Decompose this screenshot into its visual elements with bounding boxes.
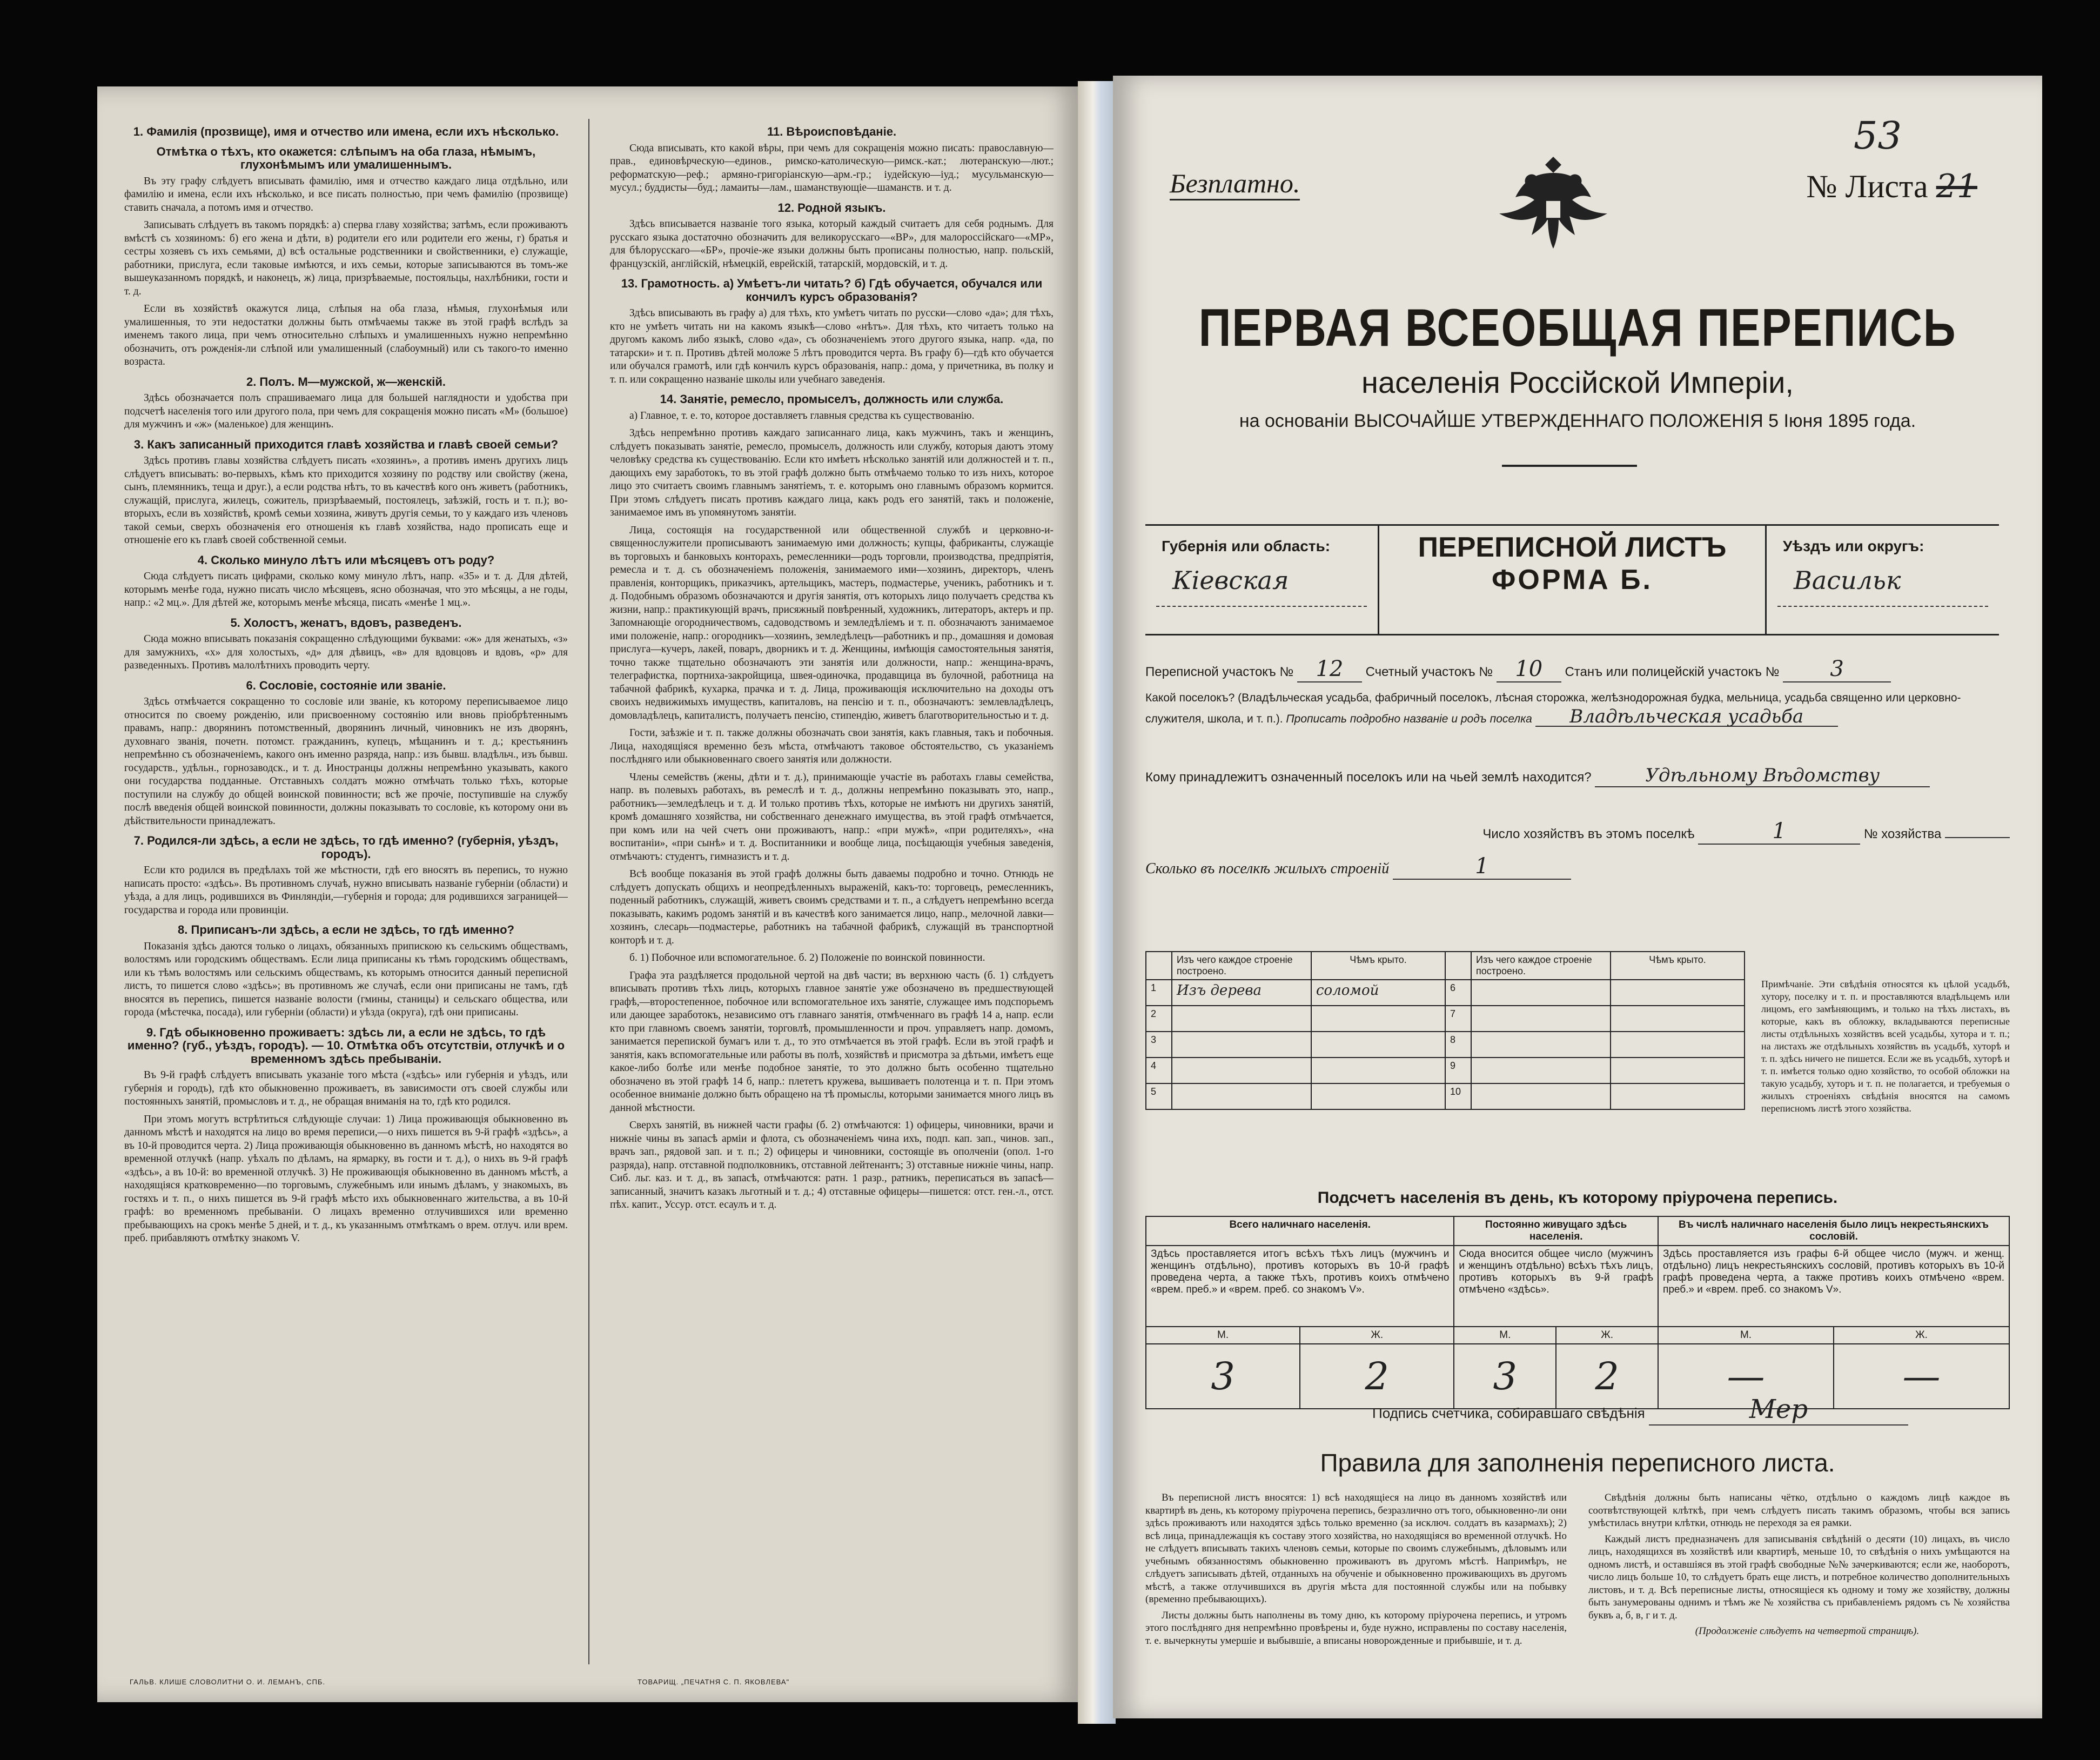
binding-spine [1078, 81, 1116, 1724]
signature-label: Подпись счетчика, собиравшаго свѣдѣнія [1372, 1405, 1645, 1421]
material-header-2: Изъ чего каждое строеніе построено. [1471, 952, 1611, 980]
district-label: Уѣздъ или округъ: [1783, 538, 1924, 554]
instruction-paragraph: Сюда вписывать, кто какой вѣры, при чемъ для сокращенія можно писать: православную—прав., единовѣрческую—единов., римско-католическую—римск.-кат.; лютеранскую—лют.; реформатскую—реф.; армяно-григоріанскую—арм.-гр.; іудейскую—іуд.; мусульманскую—мусул.; буддисты—буд.; ламаиты—лам., шаманствующіе—шаманств. и т. д. [610, 142, 1054, 193]
police-section-value[interactable]: 3 [1783, 657, 1891, 682]
police-section-label: Станъ или полицейскій участокъ № [1565, 665, 1780, 679]
printer-credit-mid: ТОВАРИЩ. „ПЕЧАТНЯ С. П. ЯКОВЛЕВА" [638, 1678, 790, 1686]
buildings-note: Примѣчаніе. Эти свѣдѣнія относятся къ цѣлой усадьбѣ, хутору, поселку и т. п. и проставляются владѣльцемъ или лицомъ, его замѣняющимъ, и только на тѣхъ листахъ, въ которые, какъ въ обложку, вкладываются переписные листы отдѣльныхъ хозяйствъ всей усадьбы, хутора и т. п.; на листахъ же отдѣльныхъ хозяйствъ въ усадьбѣ, хуторѣ и т. п. здѣсь ничего не пишется. Если же въ усадьбѣ, хуторѣ и т. п. имѣется только одно хозяйство, то особой обложки на такую усадьбу, хуторъ и т. п. не полагается, и требуемыя о жилыхъ строеніяхъ свѣдѣнія вносятся на самомъ переписномъ листѣ этого хозяйства. [1761, 979, 2010, 1114]
double-headed-eagle-emblem [1486, 140, 1621, 276]
owner-label: Кому принадлежитъ означенный поселокъ или на чьей землѣ находится? [1145, 770, 1592, 785]
instruction-paragraph: Здѣсь вписывается названіе того языка, который каждый считаетъ для себя роднымъ. Для русскаго языка достаточно обозначить для великорусскаго—«ВР», для малороссійскаго—«МР», для бѣлорусскаго—«БР», прочіе-же языки должны быть прописаны полностью, напр. польскій, французскій, англійскій, нѣмецкій, еврейскій, татарскій, мордовскій, и т. д. [610, 218, 1054, 270]
header-box [1145, 524, 1999, 635]
instruction-heading: 2. Полъ. М—мужской, ж—женскій. [246, 374, 446, 389]
archive-page-number: 53 [1853, 113, 1902, 158]
instruction-paragraph: Здѣсь противъ главы хозяйства слѣдуетъ писать «хозяинъ», а противъ именъ другихъ лицъ слѣдуетъ вписывать: во-первыхъ, кѣмъ кто приходится хозяину по родству или свойству (жена, сынъ, племянникъ, теща и друг.), а если родства нѣтъ, то въ качествѣ кого онъ живетъ (работникъ, служащій, прислуга, жилецъ, сожитель, призрѣваемый, постоялецъ, заѣзжій, гость и т. п.); во-вторыхъ, если въ хозяйствѣ, кромѣ семьи хозяина, живутъ другія семьи, то у каждаго изъ членовъ такой семьи, сверхъ обозначенія его отношенія къ главѣ хозяйства, надо прописать еще и отношеніе его къ главѣ своей собственной семьи. [124, 455, 568, 546]
buildings-line [1145, 854, 2010, 880]
form-cell [1378, 526, 1765, 634]
instruction-heading: 11. Вѣроисповѣданіе. [767, 125, 897, 138]
instruction-paragraph: Всѣ вообще показанія въ этой графѣ должны быть даваемы подробно и точно. Отнюдь не слѣдуетъ допускать общихъ и неопредѣленныхъ выраженій, какъ-то: торговецъ, ремесленникъ, поденный работникъ, служащій, живетъ своимъ средствами и т. п., а слѣдуетъ непремѣнно всегда показывать, какимъ родомъ занятій и въ качествѣ кого занимается лицо, напр., мелочной лавки—хозяинъ, слесарь—подмастерье, работникъ на табачной фабрикѣ, служащій въ транспортной конторѣ и т. д. [610, 868, 1054, 946]
instruction-paragraph: Здѣсь обозначается полъ спрашиваемаго лица для большей наглядности и удобства при подсчетѣ населенія того или другого пола, при чемъ для сокращенія можно писать «М» (большое) для мужчинъ и «ж» (маленькое) для женщинъ. [124, 392, 568, 430]
census-sheet-title: ПЕРЕПИСНОЙ ЛИСТЪ [1418, 532, 1727, 563]
instruction-heading: 4. Сколько минуло лѣтъ или мѣсяцевъ отъ роду? [197, 553, 495, 567]
present-male-value[interactable]: 3 [1146, 1344, 1300, 1409]
instruction-heading: 9. Гдѣ обыкновенно проживаетъ: здѣсь ли, а если не здѣсь, то гдѣ именно? (губ., уѣздъ, городъ). — 10. Отмѣтка объ отсутствіи, отлучкѣ и о временномъ здѣсь пребываніи. [127, 1025, 565, 1066]
province-value[interactable]: Кіевская [1156, 555, 1367, 607]
non-peasant-description: Здѣсь проставляется изъ графы 6-й общее число (мужч. и женщ. отдѣльно) лицъ некрестьянскихъ сословій, противъ которыхъ въ 10-й графѣ проведена черта, а также противъ коихъ отмѣчено «врем. преб.» и «врем. преб. со знакомъ V». [1658, 1246, 2009, 1327]
building-number: 4 [1146, 1058, 1172, 1083]
building-roof[interactable] [1611, 980, 1745, 1006]
non-peasant-header: Въ числѣ наличнаго населенія было лицъ некрестьянскихъ сословій. [1658, 1216, 2009, 1246]
building-material[interactable] [1471, 1058, 1611, 1083]
instruction-heading: 7. Родился-ли здѣсь, а если не здѣсь, то гдѣ именно? (губернія, уѣздъ, городъ). [133, 834, 559, 861]
present-description: Здѣсь проставляется итогъ всѣхъ тѣхъ лицъ (мужчинъ и женщинъ отдѣльно), противъ которыхъ въ 10-й графѣ проведена черта, а также тѣхъ, противъ коихъ отмѣчено «врем. преб.» и «врем. преб. со знакомъ V». [1146, 1246, 1454, 1327]
households-line [1145, 819, 2010, 845]
households-value[interactable]: 1 [1698, 819, 1860, 845]
building-roof[interactable] [1611, 1058, 1745, 1083]
province-cell [1145, 526, 1378, 634]
building-material[interactable] [1172, 1083, 1311, 1109]
instruction-paragraph: Если въ хозяйствѣ окажутся лица, слѣпыя на оба глаза, нѣмыя, глухонѣмыя или умалишенныя, то эти недостатки должны быть отмѣчаемы также въ этой графѣ вслѣдъ за именемъ такого лица, при чемъ относительно слѣпыхъ и умалишенныхъ нужно непремѣнно обозначить, отъ рожденія-ли слѣпой или умалишенный (слабоумный) или съ такого-то именно возраста. [124, 303, 568, 367]
female-label: Ж. [1834, 1327, 2009, 1344]
instruction-paragraph: б. 1) Побочное или вспомогательное. б. 2) Положеніе по воинской повинности. [629, 952, 985, 963]
settlement-note: Прописать подробно названіе и родъ поселка [1286, 713, 1532, 725]
rule-paragraph: Въ переписной листъ вносятся: 1) всѣ находящіеся на лицо въ данномъ хозяйствѣ или квартирѣ въ день, къ которому пріурочена перепись, безразлично отъ того, обыкновенно-ли они здѣсь проживаютъ или находятся здѣсь только временно (за исключ. солдатъ въ казармахъ); 2) всѣ лица, принадлежащія къ составу этого хозяйства, но находящіяся во временной отлучкѣ. Но не слѣдуетъ вписывать такихъ членовъ семьи, которые по своимъ служебнымъ, дѣловымъ или учебнымъ обязанностямъ обыкновенно проживаютъ въ другомъ мѣстѣ. Напримѣръ, не слѣдуетъ записывать дѣтей, отданныхъ на обученіе и обыкновенно проживающихъ въ другомъ мѣстѣ, а также отлучившихся въ другія мѣста для постоянной службы или на побывку (временно пребывающихъ). [1145, 1492, 1567, 1605]
instruction-paragraph: Члены семействъ (жены, дѣти и т. д.), принимающіе участіе въ работахъ главы семейства, напр. въ полевыхъ работахъ, въ ремеслѣ и т. д., должны непремѣнно показывать это, напр., работникъ—земледѣлецъ и т. д. И только противъ тѣхъ, которые не имѣютъ ни другихъ занятій, кромѣ домашняго хозяйства, ни собственнаго денежнаго имущества, въ этой графѣ отмѣчается, при комъ или на чей счетъ они проживаютъ, напр.: «при мужѣ», «при родителяхъ», «на воспитаніи», «при сынѣ» и т. д. Воспитанники и вообще лица, посѣщающія учебныя заведенія, отмѣчаютъ: студентъ, гимназистъ и т. д. [610, 771, 1054, 862]
building-material[interactable] [1471, 980, 1611, 1006]
census-basis: на основаніи ВЫСОЧАЙШЕ УТВЕРЖДЕННАГО ПОЛОЖЕНІЯ 5 Іюня 1895 года. [1239, 411, 1916, 431]
female-label: Ж. [1556, 1327, 1658, 1344]
population-count-title: Подсчетъ населенія въ день, къ которому пріурочена перепись. [1317, 1189, 1838, 1207]
household-number-value[interactable] [1945, 837, 2010, 838]
instructions-column-2 [610, 119, 1054, 1664]
sheet-number-value: 21 [1936, 168, 1977, 205]
building-roof[interactable] [1311, 1083, 1445, 1109]
household-number-label: № хозяйства [1863, 827, 1942, 841]
building-number: 5 [1146, 1083, 1172, 1109]
instruction-paragraph: Если кто родился въ предѣлахъ той же мѣстности, гдѣ его вносятъ въ перепись, то нужно написать просто: «здѣсь». Въ противномъ случаѣ, нужно вписывать названіе губерніи (области) и уѣзда, а для лицъ, родившихся въ Финляндіи,—губернія и города; для родившихся заграницей—государства и города или провинціи. [124, 865, 568, 916]
instruction-paragraph: Записывать слѣдуетъ въ такомъ порядкѣ: а) сперва главу хозяйства; затѣмъ, если проживаютъ вмѣстѣ съ хозяиномъ: б) его жена и дѣти, в) родители его или родители его жены, г) братья и сестры хозяевъ съ ихъ семьями, д) всѣ остальные родственники и свойственники, е) служащіе, работники, прислуга, если таковые имѣются, и ихъ семьи, которые записываются въ томъ-же вышеуказанномъ порядкѣ, и наконецъ, ж) лица, призрѣваемые, постояльцы, нахлѣбники, гости и т. д. [124, 219, 568, 297]
instruction-paragraph: Гости, заѣзжіе и т. п. также должны обозначать свои занятія, какъ главныя, такъ и побочныя. Лица, находящіяся временно безъ мѣста, отмѣчаютъ таковое обстоятельство, съ указаніемъ послѣдняго или обыкновеннаго своего занятія или должности. [610, 727, 1054, 765]
rule-paragraph: Каждый листъ предназначенъ для записыванія свѣдѣній о десяти (10) лицахъ, въ число лицъ, находящихся въ хозяйствѣ или квартирѣ, меньше 10, то свѣдѣнія о нихъ умѣщаются на одномъ листѣ, и оставшіяся въ этой графѣ свободные №№ зачеркиваются; если же, наоборотъ, число лицъ больше 10, то слѣдуетъ брать еще листъ, и потребное количество дополнительныхъ листовъ, и т. д. Всѣ переписные листы, относящіеся къ одному и тому же хозяйству, должны быть занумерованы однимъ и тѣмъ же № хозяйства съ прибавленіемъ рядомъ съ № хозяйства буквъ а, б, в, г и т. д. [1588, 1533, 2010, 1621]
building-number: 2 [1146, 1006, 1172, 1032]
rules-section [1145, 1491, 2010, 1650]
settlement-label: Какой поселокъ? (Владѣльческая усадьба, фабричный поселокъ, лѣсная сторожка, желѣзнодорожная будка, мельница, усадьба священно или церковно-служителя, школа, и т. п.). [1145, 692, 1961, 725]
buildings-value[interactable]: 1 [1393, 854, 1571, 880]
material-header: Изъ чего каждое строеніе построено. [1172, 952, 1311, 980]
building-number: 1 [1146, 980, 1172, 1006]
buildings-label: Сколько въ поселкѣ жилыхъ строеній [1145, 860, 1390, 877]
province-label: Губернія или область: [1162, 538, 1331, 554]
census-section-label: Переписной участокъ № [1145, 665, 1294, 679]
roof-header: Чѣмъ крыто. [1311, 952, 1445, 980]
male-label: М. [1658, 1327, 1834, 1344]
printer-credit-left: ГАЛЬВ. КЛИШЕ СЛОВОЛИТНИ О. И. ЛЕМАНЪ, СПБ. [130, 1678, 326, 1686]
instruction-paragraph: Графа эта раздѣляется продольной чертой на двѣ части; въ верхнюю часть (б. 1) слѣдуетъ вписывать противъ тѣхъ лицъ, которыхъ главное занятіе уже обозначено въ предшествующей графѣ,—второстепенное, побочное или вспомогательное ихъ занятіе, служащее имъ подспорьемъ или дающее заработокъ, независимо отъ главнаго занятія, отмѣченнаго въ графѣ 14 а, напр. если кто при главномъ своемъ занятіи, торговлѣ, промышленности и проч. управляетъ напр. домомъ, занимается перепиской бумагъ или т. д., то это отмѣчается въ этой графѣ. Если въ этой графѣ и занятія, какъ вспомогательные или работы въ полѣ, хозяйствѣ и присмотра за дѣтьми, имѣетъ еще какое-либо болѣе или менѣе подобное занятіе, то это должно быть особенно тщательно обозначено въ этой графѣ 14 б, напр.: плететъ кружева, вышиваетъ полотенца и т. п. При этомъ особенное вниманіе должно быть обращено на тѣ промыслы, которыми занимается много лицъ въ данной мѣстности. [610, 969, 1054, 1114]
instruction-paragraph: а) Главное, т. е. то, которое доставляетъ главныя средства къ существованію. [629, 410, 975, 421]
instruction-paragraph: Здѣсь вписывають въ графу а) для тѣхъ, кто умѣетъ читать по русски—слово «да»; для тѣхъ, кто не умѣетъ читать ни на какомъ языкѣ—слово «нѣтъ». Для тѣхъ, кто читаетъ только на другомъ какомъ либо языкѣ, слово «да», съ обозначеніемъ этого другого языка, напр. «да, по татарски» и т. п. Противъ дѣтей моложе 5 лѣтъ проводится черта. Въ графу б)—гдѣ кто обучается или обучался грамотѣ, или гдѣ кончилъ курсъ образованія, напр.: дома, у причетника, въ полку и т. п. или сокращенно названіе школы или учебнаго заведенія. [610, 307, 1054, 385]
owner-line [1145, 765, 2010, 787]
non-peasant-male-value[interactable]: — [1658, 1344, 1834, 1409]
instruction-paragraph: Въ эту графу слѣдуетъ вписывать фамилію, имя и отчество каждаго лица отдѣльно, или фамилію и имена, если ихъ нѣсколько, и все писать полностью, при чемъ фамилію (прозвище) ставить сначала, а потомъ имя и отчество. [124, 175, 568, 213]
census-title: ПЕРВАЯ ВСЕОБЩАЯ ПЕРЕПИСЬ [1198, 298, 1957, 357]
male-label: М. [1454, 1327, 1556, 1344]
instruction-heading: 3. Какъ записанный приходится главѣ хозяйства и главѣ своей семьи? [133, 437, 559, 451]
female-label: Ж. [1300, 1327, 1454, 1344]
building-row [1146, 1006, 1745, 1032]
resident-description: Сюда вносится общее число (мужчинъ и женщинъ отдѣльно) всѣхъ тѣхъ лицъ, противъ которыхъ въ 9-й графѣ отмѣчено «здѣсь». [1454, 1246, 1658, 1327]
instruction-paragraph: Здѣсь непремѣнно противъ каждаго записаннаго лица, какъ мужчинъ, такъ и женщинъ, слѣдуетъ показывать занятіе, ремесло, промыселъ, должность или службу, которыя даютъ этому человѣку средства къ существованію. Если кто имѣетъ нѣсколько занятій или должностей и т. п., дающихъ ему заработокъ, то въ этой графѣ должно быть отмѣчаемо только то изъ нихъ, которое лицо это считаетъ своимъ главнымъ занятіемъ, т. е. которымъ оно главнымъ образомъ кормится. При этомъ слѣдуетъ писать противъ каждаго лица, какъ родъ его занятій, такъ и положеніе, занимаемое имъ въ упомянутомъ занятіи. [610, 427, 1054, 518]
left-page [97, 86, 1081, 1702]
instruction-heading: 14. Занятіе, ремесло, промыселъ, должность или служба. [660, 392, 1004, 406]
instruction-heading: 13. Грамотность. а) Умѣетъ-ли читать? б) Гдѣ обучается, обучался или кончилъ курсъ образованія? [621, 277, 1043, 304]
census-section-value[interactable]: 12 [1297, 657, 1362, 682]
form-label: ФОРМА Б. [1492, 564, 1653, 595]
instruction-heading: 8. Приписанъ-ли здѣсь, а если не здѣсь, то гдѣ именно? [178, 923, 514, 936]
building-number: 7 [1445, 1006, 1471, 1032]
building-roof[interactable] [1611, 1006, 1745, 1032]
instruction-heading: Отмѣтка о тѣхъ, кто окажется: слѣпымъ на оба глаза, нѣмымъ, глухонѣмымъ или умалишеннымъ. [156, 144, 536, 171]
non-peasant-female-value[interactable]: — [1834, 1344, 2009, 1409]
building-material[interactable] [1172, 1006, 1311, 1032]
instructions-column-1 [124, 119, 568, 1664]
building-material[interactable] [1471, 1083, 1611, 1109]
district-value[interactable]: Васильк [1777, 555, 1988, 607]
sheet-number [1806, 168, 1977, 205]
sections-line [1145, 657, 2010, 682]
building-number: 10 [1445, 1083, 1471, 1109]
buildings-table [1145, 951, 1745, 1110]
instruction-heading: 1. Фамилія (прозвище), имя и отчество или имена, если ихъ нѣсколько. [133, 125, 559, 138]
instruction-paragraph: Сверхъ занятій, въ нижней части графы (б. 2) отмѣчаются: 1) офицеры, чиновники, врачи и нижніе чины въ запасѣ арміи и флота, съ обозначеніемъ чина ихъ, подп. кап. зап., чинов. зап., врачъ зап., рядовой зап. и т. п.; 2) офицеры и чиновники, состоящіе въ ополченіи (опол. 1-го разряда), напр. отставной подполковникъ, отставной лейтенантъ; 3) отставные нижніе чины, напр. Сиб. льг. каз. и т. д., въ запасѣ, отмѣчаются: ратн. 1 разр., ратникъ, переписаться въ запасѣ—записанный, значитъ казакъ льготный и т. д.; 4) отставные офицеры—пишется: отст. ген.-л., отст. пѣх. капит., Уссур. отст. есаулъ и т. д. [610, 1120, 1054, 1210]
building-roof[interactable]: соломой [1311, 980, 1445, 1006]
instruction-heading: 12. Родной языкъ. [777, 200, 886, 215]
building-number: 3 [1146, 1032, 1172, 1058]
rules-column-1 [1145, 1491, 1567, 1650]
building-roof[interactable] [1311, 1006, 1445, 1032]
building-row [1146, 1083, 1745, 1109]
right-page [1113, 76, 2042, 1718]
column-divider [588, 119, 589, 1664]
male-label: М. [1146, 1327, 1300, 1344]
households-label: Число хозяйствъ въ этомъ поселкѣ [1482, 827, 1695, 841]
instruction-paragraph: Сюда можно вписывать показанія сокращенно слѣдующими буквами: «ж» для женатыхъ, «з» для замужнихъ, «х» для холостыхъ, «д» для дѣвицъ, «в» для вдовцовъ и вдовъ, «р» для разведенныхъ. Противъ малолѣтнихъ проводить черту. [124, 633, 568, 671]
title-ornament [1502, 465, 1637, 467]
building-roof[interactable] [1311, 1032, 1445, 1058]
census-subtitle: населенія Россійской Имперіи, [1361, 365, 1794, 399]
building-number: 9 [1445, 1058, 1471, 1083]
building-material[interactable] [1471, 1006, 1611, 1032]
signature-value[interactable]: Мер [1649, 1394, 1908, 1426]
resident-header: Постоянно живущаго здѣсь населенія. [1454, 1216, 1658, 1246]
instruction-paragraph: Въ 9-й графѣ слѣдуетъ вписывать указаніе того мѣста («здѣсь» или губернія и уѣздъ, или губернія и городъ), гдѣ кто обыкновенно проживаетъ, въ зависимости отъ своей службы или постоянныхъ занятій, промысловъ и т. д., не обращая вниманія на то, гдѣ кто родился. [124, 1069, 568, 1107]
resident-female-value[interactable]: 2 [1556, 1344, 1658, 1409]
instruction-paragraph: При этомъ могутъ встрѣтиться слѣдующіе случаи: 1) Лица проживающія обыкновенно въ данномъ мѣстѣ и находятся на лицо во время переписи,—о нихъ пишется въ 9-й графѣ «здѣсь», а въ 10-й проводится черта. 2) Лица проживающія обыкновенно въ данномъ мѣстѣ, но находятся во временной отлучкѣ (напр. уѣхалъ по дѣламъ, на ярмарку, въ гости и т. д.), о нихъ въ 9-й графѣ «здѣсь», а въ 10-й: во временной отлучкѣ. 3) Не проживающія обыкновенно въ данномъ мѣстѣ, а находящіяся кратковременно—по торговымъ, служебнымъ или инымъ дѣламъ, у знакомыхъ, въ гостяхъ и т. п., о нихъ пишется въ 9-й графѣ мѣсто ихъ обыкновеннаго жительства, а въ 10-й графѣ: во временномъ пребываніи. О лицахъ временно отлучившихся или временно пребывающихъ на срокъ менѣе 5 дней, и т. д., къ указаннымъ отмѣткамъ о врем. отлуч. или врем. преб. прибавляютъ отмѣтку знакомъ V. [124, 1113, 568, 1244]
sheet-number-label: № Листа [1806, 169, 1928, 204]
building-roof[interactable] [1611, 1032, 1745, 1058]
instruction-paragraph: Сюда слѣдуетъ писать цифрами, сколько кому минуло лѣтъ, напр. «35» и т. д. Для дѣтей, которымъ менѣе года, нужно писать число мѣсяцевъ, ясно обозначая, что это мѣсяцы, а не годы, напр.: «2 мц.». Для дѣтей же, которымъ менѣе мѣсяца, писать «менѣе 1 мц.». [124, 571, 568, 608]
instruction-heading: 5. Холостъ, женатъ, вдовъ, разведенъ. [230, 615, 462, 630]
population-table [1145, 1216, 2010, 1409]
roof-header-2: Чѣмъ крыто. [1611, 952, 1745, 980]
count-section-value[interactable]: 10 [1497, 657, 1561, 682]
instruction-paragraph: Здѣсь отмѣчается сокращенно то сословіе или званіе, къ которому переписываемое лицо относится по своему рожденію, или присвоенному состоянію или вновь пріобрѣтеннымъ правамъ, напр.: дворянинъ потомственный, дворянинъ личный, чиновникъ не изъ дворянъ, духовнаго званія, почетн. потомст. гражданинъ, купецъ, мѣщанинъ и т. д.; крестьянинъ непремѣнно съ обозначеніемъ, какого онъ именно разряда, напр.: изъ бывш. владѣльч., изъ бывш. государств., удѣльн., горнозаводск., и т. д. Иностранцы должны непремѣнно указывать, какого они государства подданные. Отставныхъ солдатъ можно отмѣчать только тѣхъ, которые поступили на службу до общей воинской повинности; всѣ же прочіе, поступившіе на службу послѣ введенія общей воинской повинности, должны показывать то сословіе, къ которому они въ дѣйствительности принадлежатъ. [124, 696, 568, 827]
settlement-value[interactable]: Владѣльческая усадьба [1535, 707, 1838, 727]
rule-paragraph: (Продолженіе слѣдуетъ на четвертой страницѣ). [1695, 1625, 1920, 1637]
building-row [1146, 1032, 1745, 1058]
district-cell [1765, 526, 1999, 634]
present-header: Всего наличнаго населенія. [1146, 1216, 1454, 1246]
enumerator-signature-line [1372, 1394, 1908, 1426]
present-female-value[interactable]: 2 [1300, 1344, 1454, 1409]
free-label: Безплатно. [1170, 168, 1300, 200]
building-material[interactable] [1471, 1032, 1611, 1058]
building-number: 6 [1445, 980, 1471, 1006]
building-material[interactable] [1172, 1032, 1311, 1058]
building-roof[interactable] [1611, 1083, 1745, 1109]
building-row [1146, 1058, 1745, 1083]
rule-paragraph: Листы должны быть наполнены въ тому дню, къ которому пріурочена перепись, и утромъ этого послѣдняго дня непремѣнно провѣрены и, буде нужно, исправлены по составу населенія, т. е. вычеркнуты умершіе и выбывшіе, а вписаны новорожденные и прибывшіе, и т. д. [1145, 1609, 1567, 1647]
building-row [1146, 980, 1745, 1006]
instruction-paragraph: Лица, состоящія на государственной или общественной службѣ и церковно-и-священнослужители прописываютъ занимаемую ими должность; купцы, фабриканты, служащіе въ торговыхъ и банковыхъ конторахъ, ремесленники—родъ торговли, производства, предпріятія, ремесла и т. д. съ обозначеніемъ положенія, занимаемого ими—хозяинъ, директоръ, членъ правленія, конторщикъ, приказчикъ, артельщикъ, мастеръ, подмастерье, ученикъ, работникъ и т. д. Подобнымъ образомъ обозначаются и другія занятія, отъ которыхъ лицо получаетъ средства къ жизни, напр.: практикующій врачъ, присяжный повѣренный, художникъ, литераторъ, актеръ и пр. Запомнающіе огородничествомъ, садоводствомъ и земледѣліемъ и т. п. обозначаютъ занимаемое ими положеніе, напр.: огородникъ—хозяинъ, земледѣлецъ—работникъ и пр., домашняя и домовая прислуга—кучеръ, лакей, поваръ, дворникъ и т. д. Женщины, имѣющія самостоятельныя занятія, точно также тщательно обозначаютъ эти занятія или должности, напр.: женщина-врачъ, телеграфистка, портниха-закройщица, швея-одиночка, продавщица въ булочной, работница на табачной фабрикѣ, кухарка, прачка и т. д. Лица, проживающія исключительно на доходы отъ своихъ недвижимыхъ имуществъ, капиталовъ, на пенсію и т. п., обозначаютъ: землевладѣлецъ, домовладѣлецъ, капиталистъ, получаетъ пенсію, стипендію, живетъ благотворительностью и т. д. [610, 524, 1054, 721]
resident-male-value[interactable]: 3 [1454, 1344, 1556, 1409]
owner-value[interactable]: Удѣльному Вѣдомству [1595, 765, 1930, 787]
building-material[interactable]: Изъ дерева [1172, 980, 1311, 1006]
rules-title: Правила для заполненія переписного листа. [1320, 1449, 1835, 1477]
building-roof[interactable] [1311, 1058, 1445, 1083]
rule-paragraph: Свѣдѣнія должны быть написаны чётко, отдѣльно о каждомъ лицѣ каждое въ соотвѣтствующей клѣткѣ, при чемъ слѣдуетъ писать такимъ образомъ, чтобы вся запись умѣстилась внутри клѣтки, отнюдь не переходя за ея рамки. [1588, 1492, 2010, 1529]
instruction-heading: 6. Сословіе, состояніе или званіе. [246, 678, 446, 692]
building-number: 8 [1445, 1032, 1471, 1058]
instruction-paragraph: Показанія здѣсь даются только о лицахъ, обязанныхъ припискою къ сельскимъ обществамъ, волостямъ или городскимъ обществамъ. Если лица приписаны къ тѣмъ городскимъ обществамъ, или къ тѣмъ волостямъ или сельскимъ обществамъ, къ которымъ относится данный переписной листъ, то пишется слово «здѣсь»; въ противномъ же случаѣ, если они приписаны не тамъ, гдѣ вносятся въ перепись, пишется названіе волости (гмины, станицы) и сельскаго общества, или города (мѣстечка, посада), или губерніи (области) и уѣзда (округа), гдѣ они приписаны. [124, 940, 568, 1018]
count-section-label: Счетный участокъ № [1365, 665, 1493, 679]
rules-column-2 [1588, 1491, 2010, 1650]
building-material[interactable] [1172, 1058, 1311, 1083]
settlement-line [1145, 689, 2010, 728]
